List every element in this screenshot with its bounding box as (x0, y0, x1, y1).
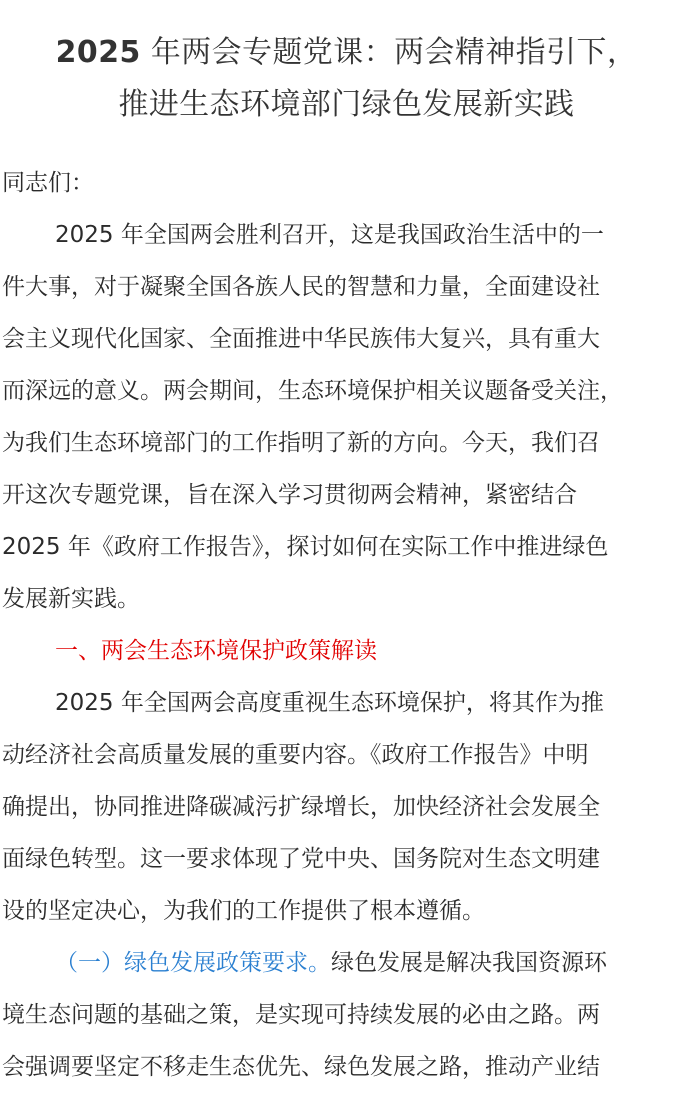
paragraph-2-line: 面绿色转型。这一要求体现了党中央、国务院对生态文明建 (2, 846, 600, 872)
paragraph-1-line: 开这次专题党课，旨在深入学习贯彻两会精神，紧密结合 (2, 482, 577, 508)
paragraph-2-line: 确提出，协同推进降碳减污扩绿增长，加快经济社会发展全 (2, 794, 600, 820)
paragraph-2-line: 动经济社会高质量发展的重要内容。《政府工作报告》中明 (2, 742, 589, 768)
section-1-heading: 一、两会生态环境保护政策解读 (55, 638, 377, 664)
title-year: 2025 (55, 35, 141, 70)
title-line-1-text: 年两会专题党课：两会精神指引下， (140, 35, 638, 70)
paragraph-1-line: 件大事，对于凝聚全国各族人民的智慧和力量，全面建设社 (2, 274, 600, 300)
paragraph-3-line: 境生态问题的基础之策，是实现可持续发展的必由之路。两 (2, 1002, 600, 1028)
paragraph-1-line: 2025 年全国两会胜利召开，这是我国政治生活中的一 (55, 222, 604, 248)
paragraph-2-line: 2025 年全国两会高度重视生态环境保护，将其作为推 (55, 690, 604, 716)
subsection-1-heading: （一）绿色发展政策要求。 (55, 950, 331, 976)
paragraph-1-line: 发展新实践。 (2, 586, 140, 612)
paragraph-1-line: 会主义现代化国家、全面推进中华民族伟大复兴，具有重大 (2, 326, 600, 352)
paragraph-2-line: 设的坚定决心，为我们的工作提供了根本遵循。 (2, 898, 485, 924)
document-title-line-2: 推进生态环境部门绿色发展新实践 (118, 87, 575, 122)
document-title-line-1 (0, 33, 693, 73)
paragraph-3-text: 绿色发展是解决我国资源环 (331, 950, 607, 976)
paragraph-3-line: 会强调要坚定不移走生态优先、绿色发展之路，推动产业结 (2, 1054, 600, 1080)
paragraph-1-line: 2025 年《政府工作报告》，探讨如何在实际工作中推进绿色 (2, 534, 609, 560)
salutation: 同志们： (2, 170, 94, 196)
paragraph-3-first-line (55, 947, 607, 979)
paragraph-1-line: 为我们生态环境部门的工作指明了新的方向。今天，我们召 (2, 430, 600, 456)
paragraph-1-line: 而深远的意义。两会期间，生态环境保护相关议题备受关注， (2, 378, 623, 404)
